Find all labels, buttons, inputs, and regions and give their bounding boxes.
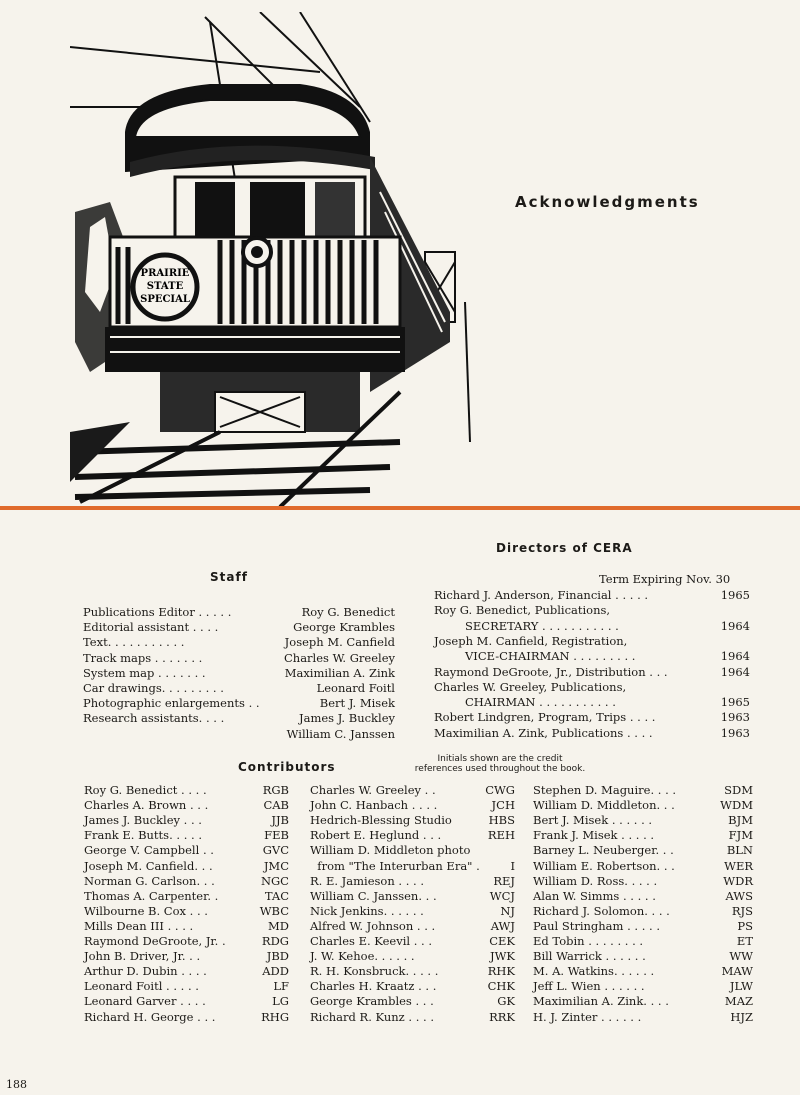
contributor-name: Roy G. Benedict . . . .	[84, 783, 207, 797]
contributor-row	[533, 783, 753, 797]
contributor-name: Frank E. Butts. . . . .	[84, 828, 202, 843]
contributor-name: Leonard Garver . . . .	[84, 994, 206, 1009]
sign-line-3: SPECIAL	[140, 294, 190, 305]
contributor-initials: JBD	[266, 949, 289, 964]
contributor-row	[310, 979, 515, 993]
contributor-initials: CAB	[263, 798, 289, 813]
director-text: Raymond DeGroote, Jr., Distribution . . .	[434, 664, 668, 679]
contributor-row	[533, 843, 753, 857]
director-row	[465, 649, 750, 663]
contributor-name: Bert J. Misek . . . . . .	[533, 813, 653, 828]
contributor-initials: GK	[497, 994, 515, 1009]
contributor-initials: WW	[729, 949, 753, 964]
contributor-row	[84, 979, 289, 993]
contributor-row	[84, 949, 289, 963]
contributor-initials: MAW	[721, 964, 753, 979]
contributor-name: Bill Warrick . . . . . .	[533, 949, 646, 964]
director-text: VICE-CHAIRMAN . . . . . . . . .	[465, 649, 636, 664]
contributor-row	[533, 813, 753, 827]
staff-row	[83, 727, 395, 741]
staff-row	[83, 666, 395, 680]
contributor-row	[84, 874, 289, 888]
contributor-initials: REJ	[493, 873, 515, 888]
director-year: 1965	[720, 695, 750, 710]
contributor-name: Raymond DeGroote, Jr. .	[84, 934, 226, 948]
contributor-initials: WCJ	[489, 888, 515, 903]
staff-role: Research assistants. . . .	[83, 711, 225, 726]
contributor-name: Charles E. Keevil . . .	[310, 934, 432, 948]
note-line-1: Initials shown are the credit	[437, 754, 563, 764]
staff-name: Bert J. Misek	[319, 696, 395, 711]
staff-name: George Krambles	[293, 620, 395, 635]
contributor-row	[533, 889, 753, 903]
sign-line-2: STATE	[146, 281, 184, 292]
director-text: Joseph M. Canfield, Registration,	[434, 633, 628, 648]
contributor-name: William D. Ross. . . . .	[533, 873, 658, 888]
contributor-name: John C. Hanbach . . . .	[310, 798, 438, 813]
contributor-name: Stephen D. Maguire. . . .	[533, 783, 677, 797]
contributor-name: Charles W. Greeley . .	[310, 783, 436, 797]
contributor-initials: TAC	[264, 888, 289, 903]
contributor-name: Richard H. George . . .	[84, 1009, 216, 1024]
orange-rule	[0, 506, 800, 510]
director-text: CHAIRMAN . . . . . . . . . . .	[465, 695, 616, 710]
staff-row	[83, 635, 395, 649]
contributor-initials: HJZ	[730, 1009, 753, 1024]
director-text: Richard J. Anderson, Financial . . . . .	[434, 588, 649, 602]
director-text: Robert Lindgren, Program, Trips . . . .	[434, 710, 656, 725]
contributor-row	[310, 874, 515, 888]
contributor-name: Frank J. Misek . . . . .	[533, 828, 655, 843]
contributor-initials: SDM	[724, 783, 753, 797]
contributor-row	[84, 934, 289, 948]
contributor-row	[533, 828, 753, 842]
contributor-name: Richard J. Solomon. . . .	[533, 903, 670, 918]
contributor-name: Ed Tobin . . . . . . . .	[533, 934, 644, 948]
contributor-row	[533, 919, 753, 933]
director-row	[434, 680, 750, 694]
director-row	[434, 726, 750, 740]
contributor-row	[533, 964, 753, 978]
contributor-initials: LG	[272, 994, 289, 1009]
contributors-note	[400, 754, 600, 774]
contributor-row	[533, 934, 753, 948]
staff-name: Leonard Foitl	[316, 681, 395, 695]
contributor-initials: RHG	[261, 1009, 289, 1024]
contributor-initials: WDR	[723, 873, 753, 888]
contributor-row	[84, 843, 289, 857]
director-row	[434, 710, 750, 724]
page-title: Acknowledgments	[515, 193, 700, 211]
contributor-row	[84, 889, 289, 903]
contributor-initials: RDG	[261, 934, 289, 948]
contributor-row	[533, 1010, 753, 1024]
contributor-row	[533, 904, 753, 918]
contributor-initials: REH	[487, 828, 515, 843]
contributor-name: William D. Middleton photo	[310, 843, 471, 858]
contributor-initials: JWK	[489, 949, 515, 964]
staff-name: Roy G. Benedict	[301, 605, 395, 619]
contributor-name: Thomas A. Carpenter. .	[84, 888, 219, 903]
contributor-initials: PS	[737, 918, 753, 933]
director-year: 1964	[720, 649, 750, 664]
contributor-initials: JLW	[729, 979, 753, 994]
contributor-name: William D. Middleton. . .	[533, 798, 675, 813]
contributor-name: Paul Stringham . . . . .	[533, 918, 660, 933]
contributor-name: Mills Dean III . . . .	[84, 918, 194, 933]
contributor-row	[84, 904, 289, 918]
contributor-initials: GVC	[262, 843, 289, 858]
contributor-initials: WDM	[720, 798, 753, 813]
contributor-row	[310, 919, 515, 933]
contributor-row	[310, 813, 515, 827]
contributor-name: Nick Jenkins. . . . . .	[310, 903, 424, 918]
contributor-name: Hedrich-Blessing Studio	[310, 813, 452, 828]
contributor-initials: NJ	[500, 903, 515, 918]
contributor-row	[310, 783, 515, 797]
staff-row	[83, 620, 395, 634]
contributor-row	[310, 904, 515, 918]
director-row	[434, 634, 750, 648]
contributor-row	[533, 994, 753, 1008]
contributor-row	[533, 979, 753, 993]
director-year: 1964	[720, 618, 750, 633]
contributor-initials: WER	[724, 858, 753, 873]
contributor-row	[310, 889, 515, 903]
contributor-row	[84, 783, 289, 797]
director-row	[434, 588, 750, 602]
contributor-row	[533, 949, 753, 963]
director-year: 1963	[720, 710, 750, 725]
term-label: Term Expiring Nov. 30	[599, 572, 731, 586]
contributor-initials: BJM	[728, 813, 753, 828]
contributor-name: George Krambles . . .	[310, 994, 434, 1009]
staff-role: Photographic enlargements . .	[83, 696, 260, 711]
staff-heading: Staff	[210, 570, 248, 584]
sign-line-1: PRAIRIE	[140, 268, 190, 279]
contributor-name: William E. Robertson. . .	[533, 858, 675, 873]
contributor-initials: CHK	[487, 979, 515, 994]
staff-name: Maximilian A. Zink	[284, 665, 395, 680]
contributor-initials: RRK	[489, 1009, 515, 1024]
contributor-initials: CWG	[485, 783, 515, 797]
contributor-initials: NGC	[260, 873, 289, 888]
contributor-name: Jeff L. Wien . . . . . .	[533, 979, 645, 994]
contributor-initials: RJS	[731, 903, 753, 918]
contributor-row	[310, 828, 515, 842]
contributor-row	[84, 813, 289, 827]
contributor-row	[310, 1010, 515, 1024]
director-row	[434, 603, 750, 617]
staff-role: System map . . . . . . .	[83, 665, 206, 680]
note-line-2: references used throughout the book.	[414, 764, 586, 774]
contributor-initials: MD	[268, 918, 289, 933]
contributor-name: M. A. Watkins. . . . . .	[533, 964, 655, 979]
staff-role: Publications Editor . . . . .	[83, 605, 232, 619]
contributor-row	[84, 859, 289, 873]
staff-name: William C. Janssen	[286, 726, 395, 741]
staff-name: Charles W. Greeley	[284, 650, 395, 665]
contributor-name: Richard R. Kunz . . . .	[310, 1009, 434, 1024]
contributor-initials: RHK	[487, 964, 515, 979]
staff-role: Text. . . . . . . . . . .	[83, 635, 185, 650]
contributor-name: Alan W. Simms . . . . .	[533, 888, 656, 903]
contributor-row	[84, 798, 289, 812]
contributor-name: R. E. Jamieson . . . .	[310, 873, 425, 888]
contributor-name: William C. Janssen. . .	[310, 888, 437, 903]
contributor-initials: RGB	[262, 783, 289, 797]
contributor-initials: ET	[736, 934, 753, 948]
directors-heading: Directors of CERA	[496, 541, 633, 555]
contributor-name: H. J. Zinter . . . . . .	[533, 1009, 642, 1024]
contributor-initials: JMC	[263, 858, 289, 873]
contributor-initials: JJB	[271, 813, 289, 828]
staff-name: Joseph M. Canfield	[284, 635, 395, 650]
contributor-name: Maximilian A. Zink. . . .	[533, 994, 669, 1009]
contributors-heading: Contributors	[238, 760, 336, 774]
contributor-name: James J. Buckley . . .	[84, 813, 202, 828]
director-text: Roy G. Benedict, Publications,	[434, 603, 611, 618]
contributor-initials: LF	[273, 979, 289, 994]
director-text: Charles W. Greeley, Publications,	[434, 679, 627, 694]
staff-row	[83, 651, 395, 665]
contributor-name: Norman G. Carlson. . .	[84, 873, 215, 888]
contributor-row	[310, 934, 515, 948]
contributor-row	[310, 949, 515, 963]
contributor-name: Charles H. Kraatz . . .	[310, 979, 437, 994]
staff-row	[83, 711, 395, 725]
contributor-name: Robert E. Heglund . . .	[310, 828, 442, 843]
contributor-initials: AWJ	[490, 918, 515, 933]
contributor-initials: AWS	[725, 888, 753, 903]
contributor-initials: MAZ	[724, 994, 753, 1009]
contributor-initials: BLN	[726, 843, 753, 858]
contributor-name: Arthur D. Dubin . . . .	[84, 964, 207, 979]
contributor-name: Leonard Foitl . . . . .	[84, 979, 199, 994]
contributor-row	[533, 859, 753, 873]
train-illustration	[70, 12, 490, 507]
contributor-initials: FJM	[728, 828, 753, 843]
director-text: SECRETARY . . . . . . . . . . .	[465, 618, 619, 633]
contributor-row	[84, 828, 289, 842]
contributor-initials: FEB	[264, 828, 289, 843]
director-year: 1964	[720, 664, 750, 679]
contributor-initials: I	[510, 858, 515, 873]
director-row	[465, 619, 750, 633]
contributor-initials: ADD	[262, 964, 289, 979]
contributor-name: Joseph M. Canfield. . .	[84, 858, 213, 873]
director-year: 1965	[720, 588, 750, 602]
contributor-name: J. W. Kehoe. . . . . .	[310, 949, 415, 964]
contributor-name: from "The Interurban Era" .	[310, 858, 480, 873]
contributor-row	[310, 964, 515, 978]
staff-name: James J. Buckley	[298, 711, 395, 726]
contributor-row	[533, 798, 753, 812]
contributor-row	[310, 994, 515, 1008]
contributor-name: John B. Driver, Jr. . .	[84, 949, 201, 964]
staff-role: Editorial assistant . . . .	[83, 620, 219, 635]
director-row	[434, 665, 750, 679]
staff-row	[83, 696, 395, 710]
contributor-initials: WBC	[259, 903, 289, 918]
contributor-row	[84, 964, 289, 978]
contributor-name: Wilbourne B. Cox . . .	[84, 903, 208, 918]
contributor-row	[84, 919, 289, 933]
contributor-name: Barney L. Neuberger. . .	[533, 843, 674, 858]
staff-role: Car drawings. . . . . . . . .	[83, 681, 224, 695]
staff-row	[83, 681, 395, 695]
contributor-row	[533, 874, 753, 888]
director-year: 1963	[720, 725, 750, 740]
contributor-name: George V. Campbell . .	[84, 843, 214, 858]
contributor-row	[310, 843, 515, 857]
contributor-name: Charles A. Brown . . .	[84, 798, 209, 813]
contributor-initials: HBS	[488, 813, 515, 828]
contributor-row	[84, 994, 289, 1008]
page-number: 188	[6, 1078, 27, 1091]
contributor-row	[310, 859, 515, 873]
contributor-name: Alfred W. Johnson . . .	[310, 918, 436, 933]
contributor-initials: JCH	[491, 798, 515, 813]
contributor-row	[310, 798, 515, 812]
contributor-name: R. H. Konsbruck. . . . .	[310, 964, 439, 979]
director-row	[465, 695, 750, 709]
staff-row	[83, 605, 395, 619]
contributor-row	[84, 1010, 289, 1024]
staff-role: Track maps . . . . . . .	[83, 650, 203, 665]
director-text: Maximilian A. Zink, Publications . . . .	[434, 725, 653, 740]
contributor-initials: CEK	[489, 934, 515, 948]
